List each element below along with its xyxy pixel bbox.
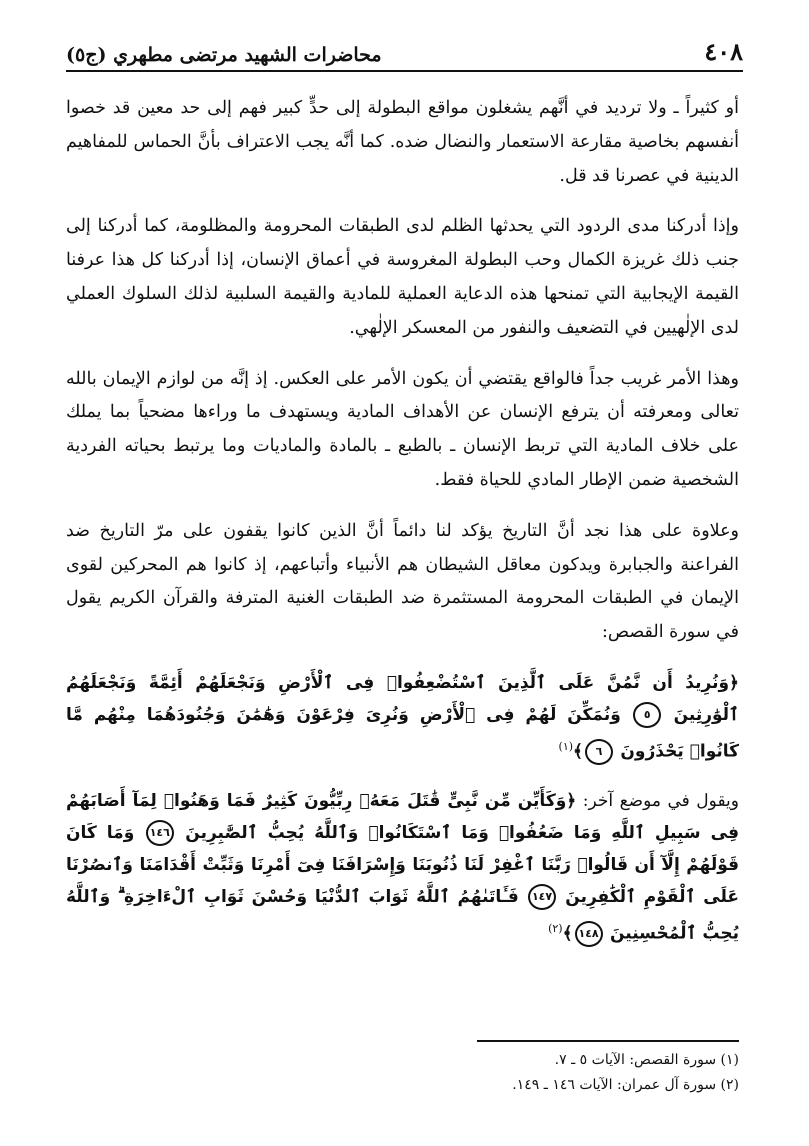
running-title: محاضرات الشهيد مرتضى مطهري (ج٥) <box>66 44 382 66</box>
verse-number-marker: ١٤٧ <box>528 884 556 910</box>
footnote-divider <box>477 1040 739 1042</box>
quran-verse-text: وَكَأَيِّن مِّن نَّبِىٍّ قَٰتَلَ مَعَهُۥ رِبِّيُّونَ كَثِيرٌ فَمَا وَهَنُوا۟ لِمَآ أَصَابَهُمْ فِى سَبِيلِ ٱللَّهِ وَمَا ضَعُفُوا۟ وَمَا ٱسْتَكَانُوا۟ وَٱللَّهُ يُحِبُّ ٱلصَّٰبِرِينَ <box>66 790 739 843</box>
quran-verse-text: فَـَٔاتَىٰهُمُ ٱللَّهُ ثَوَابَ ٱلدُّنْيَا وَحُسْنَ ثَوَابِ ٱلْءَاخِرَةِ ۗ وَٱللَّهُ يُحِبُّ ٱلْمُحْسِنِينَ <box>66 886 739 944</box>
quran-open-bracket: ﴿ <box>729 672 739 693</box>
quran-quote-2 <box>66 785 739 950</box>
page-number: ٤٠٨ <box>704 37 743 66</box>
paragraph-4: وعلاوة على هذا نجد أنَّ التاريخ يؤكد لنا دائماً أنَّ الذين كانوا يقفون على مرّ التاريخ ضد الفراعنة والجبابرة ويدكون معاقل الشيطان هم الأنبياء وأتباعهم، إذ كانوا هم المحركين لقوى الإيمان في الطبقات المحرومة المستثمرة ضد الطبقات الغنية المترفة والقرآن الكريم يقول في سورة القصص: <box>66 520 739 643</box>
quran-verse-text: وَنُمَكِّنَ لَهُمْ فِى ٱلْأَرْضِ وَنُرِىَ فِرْعَوْنَ وَهَٰمَٰنَ وَجُنُودَهُمَا مِنْهُم مَّا كَانُوا۟ يَحْذَرُونَ <box>66 704 739 762</box>
footnote-ref: (٢) <box>548 921 563 935</box>
footnote-1: (١) سورة القصص: الآيات ٥ ـ ٧. <box>554 1052 739 1068</box>
footnote-ref: (١) <box>558 739 574 753</box>
verse-number-marker: ٥ <box>633 702 661 728</box>
footnote-2: (٢) سورة آل عمران: الآيات ١٤٦ ـ ١٤٩. <box>512 1077 739 1093</box>
verse-number-marker: ١٤٦ <box>146 820 174 846</box>
quran-close-bracket: ﴾ <box>573 741 584 762</box>
quran-close-bracket: ﴾ <box>562 923 573 944</box>
paragraph-3: وهذا الأمر غريب جداً فالواقع يقتضي أن يكون الأمر على العكس. إذ إنَّه من لوازم الإيمان بالله تعالى ومعرفته أن يترفع الإنسان عن الأهداف المادية ويستهدف ما وراءها مضحياً بما يملك على خلاف المادية التي تربط الإنسان ـ بالطبع ـ بالمادة والماديات وما يرتبط بحياته الفردية الشخصية ضمن الإطار المادي للحياة فقط. <box>66 368 739 490</box>
quran-verse-text: وَنُرِيدُ أَن نَّمُنَّ عَلَى ٱلَّذِينَ ٱسْتُضْعِفُوا۟ فِى ٱلْأَرْضِ وَنَجْعَلَهُمْ أَئِمَّةً وَنَجْعَلَهُمُ ٱلْوَٰرِثِينَ <box>66 672 740 725</box>
paragraph-2: وإذا أدركنا مدى الردود التي يحدثها الظلم لدى الطبقات المحرومة والمظلومة، كما أدركنا إلى جنب ذلك غريزة الكمال وحب البطولة المغروسة في أعماق الإنسان، إذا أدركنا كل هذا عرفنا القيمة الإيجابية التي تمنحها هذه الدعاية العملية للمادية والقيمة السلبية لذلك السلوك العملي لدى الإلٰهيين في التضعيف والنفور من المعسكر الإلٰهي. <box>66 216 739 338</box>
quran-quote-1 <box>66 667 739 768</box>
footnotes <box>300 1048 739 1098</box>
quran-verse-text: وَمَا كَانَ قَوْلَهُمْ إِلَّآ أَن قَالُوا۟ رَبَّنَا ٱغْفِرْ لَنَا ذُنُوبَنَا وَإِسْرَافَنَا فِىٓ أَمْرِنَا وَثَبِّتْ أَقْدَامَنَا وَٱنصُرْنَا عَلَى ٱلْقَوْمِ ٱلْكَٰفِرِينَ <box>66 822 739 907</box>
quran-open-bracket: ﴿ <box>566 790 577 811</box>
page-header <box>66 30 743 72</box>
verse-number-marker: ١٤٨ <box>575 921 603 947</box>
paragraph-1: أو كثيراً ـ ولا ترديد في أنَّهم يشغلون مواقع البطولة إلى حدٍّ كبير فهم إلى حد معين قد خصوا أنفسهم بخاصية مقارعة الاستعمار والنضال ضده. كما أنَّه يجب الاعتراف بأنَّ الحماس للمفاهيم الدينية في عصرنا قد قل. <box>66 98 739 186</box>
body-text <box>66 92 739 966</box>
verse-number-marker: ٦ <box>585 739 613 765</box>
quote-intro: ويقول في موضع آخر: <box>582 790 739 811</box>
